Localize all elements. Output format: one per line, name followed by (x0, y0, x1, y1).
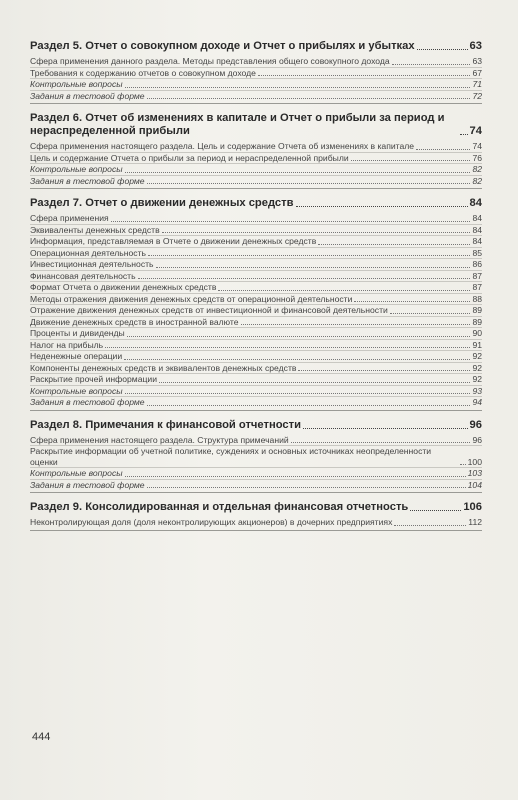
table-of-contents (30, 40, 482, 539)
entry-title: Требования к содержанию отчетов о совокупном доходе (30, 67, 256, 78)
toc-entry[interactable] (30, 305, 482, 317)
entry-title: Задания в тестовой форме (30, 90, 145, 101)
toc-entry[interactable] (30, 363, 482, 375)
dot-leader (390, 313, 471, 314)
entry-page: 91 (472, 339, 482, 350)
dot-leader (125, 172, 471, 173)
entry-title: Движение денежных средств в иностранной валюте (30, 316, 239, 327)
entry-title: Операционная деятельность (30, 247, 146, 258)
entry-page: 84 (472, 213, 482, 223)
dot-leader (125, 393, 471, 394)
toc-entry[interactable] (30, 397, 482, 408)
dot-leader (147, 487, 466, 488)
entry-page: 103 (467, 468, 482, 478)
dot-leader (218, 290, 470, 291)
entry-page: 85 (472, 247, 482, 258)
entry-title: Эквиваленты денежных средств (30, 224, 160, 235)
entry-title: Раскрытие информации об учетной политике, суждениях и основных источниках неопределенности оценки (30, 446, 432, 467)
toc-entry[interactable] (30, 446, 482, 468)
toc-entry[interactable] (30, 79, 482, 91)
toc-entry[interactable] (30, 248, 482, 260)
dot-leader (148, 255, 470, 256)
section-heading[interactable] (30, 419, 482, 432)
entry-title: Компоненты денежных средств и эквивалентов денежных средств (30, 362, 297, 373)
toc-entry[interactable] (30, 259, 482, 271)
entry-title: Контрольные вопросы (30, 468, 123, 478)
entry-page: 67 (472, 67, 482, 78)
entry-page: 84 (472, 236, 482, 246)
dot-leader (318, 244, 470, 245)
entry-title: Задания в тестовой форме (30, 397, 145, 407)
dot-leader (296, 206, 468, 207)
section-title: Раздел 9. Консолидированная и отдельная финансовая отчетность (30, 501, 409, 513)
entry-page: 92 (472, 374, 482, 384)
toc-entry[interactable] (30, 236, 482, 248)
section-page: 96 (469, 418, 482, 431)
entry-title: Инвестиционная деятельность (30, 259, 154, 269)
entry-page: 82 (472, 164, 482, 174)
dot-leader (351, 160, 471, 161)
dot-leader (460, 134, 468, 135)
toc-section (30, 419, 482, 494)
entry-page: 94 (472, 397, 482, 407)
section-page: 106 (463, 501, 482, 513)
toc-section (30, 197, 482, 411)
toc-entry[interactable] (30, 141, 482, 153)
dot-leader (124, 359, 470, 360)
dot-leader (416, 149, 470, 150)
entry-title: Методы отражения движения денежных средств от операционной деятельности (30, 293, 353, 304)
toc-entry[interactable] (30, 164, 482, 176)
section-title: Раздел 6. Отчет об изменениях в капитале и Отчет о прибыли за период и нераспределенной прибыли (30, 112, 445, 137)
entry-title: Неконтролирующая доля (доля неконтролирующих акционеров) в дочерних предприятиях (30, 517, 393, 527)
dot-leader (291, 442, 471, 443)
entry-title: Задания в тестовой форме (30, 175, 145, 186)
toc-entry[interactable] (30, 480, 482, 491)
entry-title: Контрольные вопросы (30, 385, 123, 396)
toc-entry[interactable] (30, 68, 482, 80)
toc-entry[interactable] (30, 213, 482, 225)
entry-page: 90 (472, 328, 482, 338)
toc-entry[interactable] (30, 225, 482, 237)
toc-entry[interactable] (30, 351, 482, 363)
entry-page: 89 (472, 305, 482, 315)
toc-entry[interactable] (30, 317, 482, 329)
toc-entry[interactable] (30, 517, 482, 528)
toc-entry[interactable] (30, 435, 482, 447)
entry-title: Задания в тестовой форме (30, 479, 145, 490)
entry-page: 63 (472, 56, 482, 66)
toc-entry[interactable] (30, 176, 482, 187)
dot-leader (147, 405, 471, 406)
entry-page: 93 (472, 385, 482, 396)
entry-title: Информация, представляемая в Отчете о движении денежных средств (30, 236, 317, 246)
entry-title: Контрольные вопросы (30, 164, 123, 174)
entry-page: 86 (472, 259, 482, 269)
entry-title: Формат Отчета о движении денежных средств (30, 282, 217, 292)
toc-entry[interactable] (30, 91, 482, 102)
entry-title: Сфера применения настоящего раздела. Цель и содержание Отчета об изменениях в капитале (30, 141, 415, 151)
entry-page: 71 (472, 79, 482, 89)
dot-leader (159, 382, 470, 383)
entry-page: 87 (472, 282, 482, 292)
dot-leader (410, 510, 461, 511)
section-title: Раздел 5. Отчет о совокупном доходе и Отчет о прибылях и убытках (30, 40, 415, 52)
section-title: Раздел 7. Отчет о движении денежных средств (30, 197, 294, 209)
entry-title: Раскрытие прочей информации (30, 374, 157, 384)
entry-page: 72 (472, 90, 482, 101)
page-number: 444 (32, 731, 51, 743)
toc-entry[interactable] (30, 282, 482, 294)
toc-entry[interactable] (30, 374, 482, 386)
dot-leader (138, 278, 471, 279)
toc-entry[interactable] (30, 340, 482, 352)
entry-title: Налог на прибыль (30, 339, 104, 350)
toc-entry[interactable] (30, 328, 482, 340)
entry-page: 88 (472, 293, 482, 304)
entry-title: Сфера применения данного раздела. Методы представления общего совокупного дохода (30, 56, 390, 66)
entry-page: 74 (472, 141, 482, 151)
entry-title: Проценты и дивиденды (30, 328, 125, 338)
entry-title: Сфера применения настоящего раздела. Структура примечаний (30, 434, 289, 445)
entry-page: 112 (468, 517, 482, 527)
toc-entry[interactable] (30, 386, 482, 398)
section-heading[interactable] (30, 501, 482, 514)
toc-section (30, 40, 482, 104)
dot-leader (127, 336, 471, 337)
dot-leader (241, 324, 471, 325)
toc-entry[interactable] (30, 294, 482, 306)
dot-leader (417, 49, 468, 50)
entry-page: 92 (472, 351, 482, 361)
dot-leader (392, 64, 471, 65)
entry-title: Финансовая деятельность (30, 270, 136, 281)
section-page: 63 (469, 40, 482, 52)
dot-leader (125, 87, 471, 88)
entry-page: 104 (467, 479, 482, 490)
toc-entry[interactable] (30, 56, 482, 68)
dot-leader (156, 267, 471, 268)
dot-leader (258, 75, 470, 76)
dot-leader (298, 370, 470, 371)
toc-section (30, 501, 482, 531)
toc-entry[interactable] (30, 468, 482, 480)
dot-leader (303, 428, 468, 429)
section-heading[interactable] (30, 112, 482, 138)
entry-page: 96 (472, 434, 482, 445)
dot-leader (125, 476, 466, 477)
toc-section (30, 112, 482, 189)
dot-leader (354, 301, 470, 302)
section-page: 74 (469, 125, 482, 137)
toc-entry[interactable] (30, 153, 482, 165)
toc-entry[interactable] (30, 271, 482, 283)
section-heading[interactable] (30, 197, 482, 210)
entry-page: 84 (472, 224, 482, 235)
section-heading[interactable] (30, 40, 482, 53)
dot-leader (460, 464, 466, 465)
entry-title: Контрольные вопросы (30, 79, 123, 89)
entry-page: 92 (472, 362, 482, 373)
entry-page: 76 (472, 152, 482, 163)
entry-title: Сфера применения (30, 213, 109, 223)
dot-leader (105, 347, 470, 348)
dot-leader (111, 221, 471, 222)
dot-leader (394, 525, 466, 526)
entry-title: Цель и содержание Отчета о прибыли за период и нераспределенной прибыли (30, 152, 349, 163)
section-title: Раздел 8. Примечания к финансовой отчетности (30, 418, 301, 431)
dot-leader (147, 183, 471, 184)
entry-title: Отражение движения денежных средств от инвестиционной и финансовой деятельности (30, 305, 388, 315)
entry-page: 82 (472, 175, 482, 186)
entry-page: 87 (472, 270, 482, 281)
entry-page: 100 (467, 456, 482, 467)
dot-leader (147, 98, 471, 99)
entry-page: 89 (472, 316, 482, 327)
entry-title: Неденежные операции (30, 351, 123, 361)
dot-leader (162, 232, 471, 233)
section-page: 84 (469, 197, 482, 209)
